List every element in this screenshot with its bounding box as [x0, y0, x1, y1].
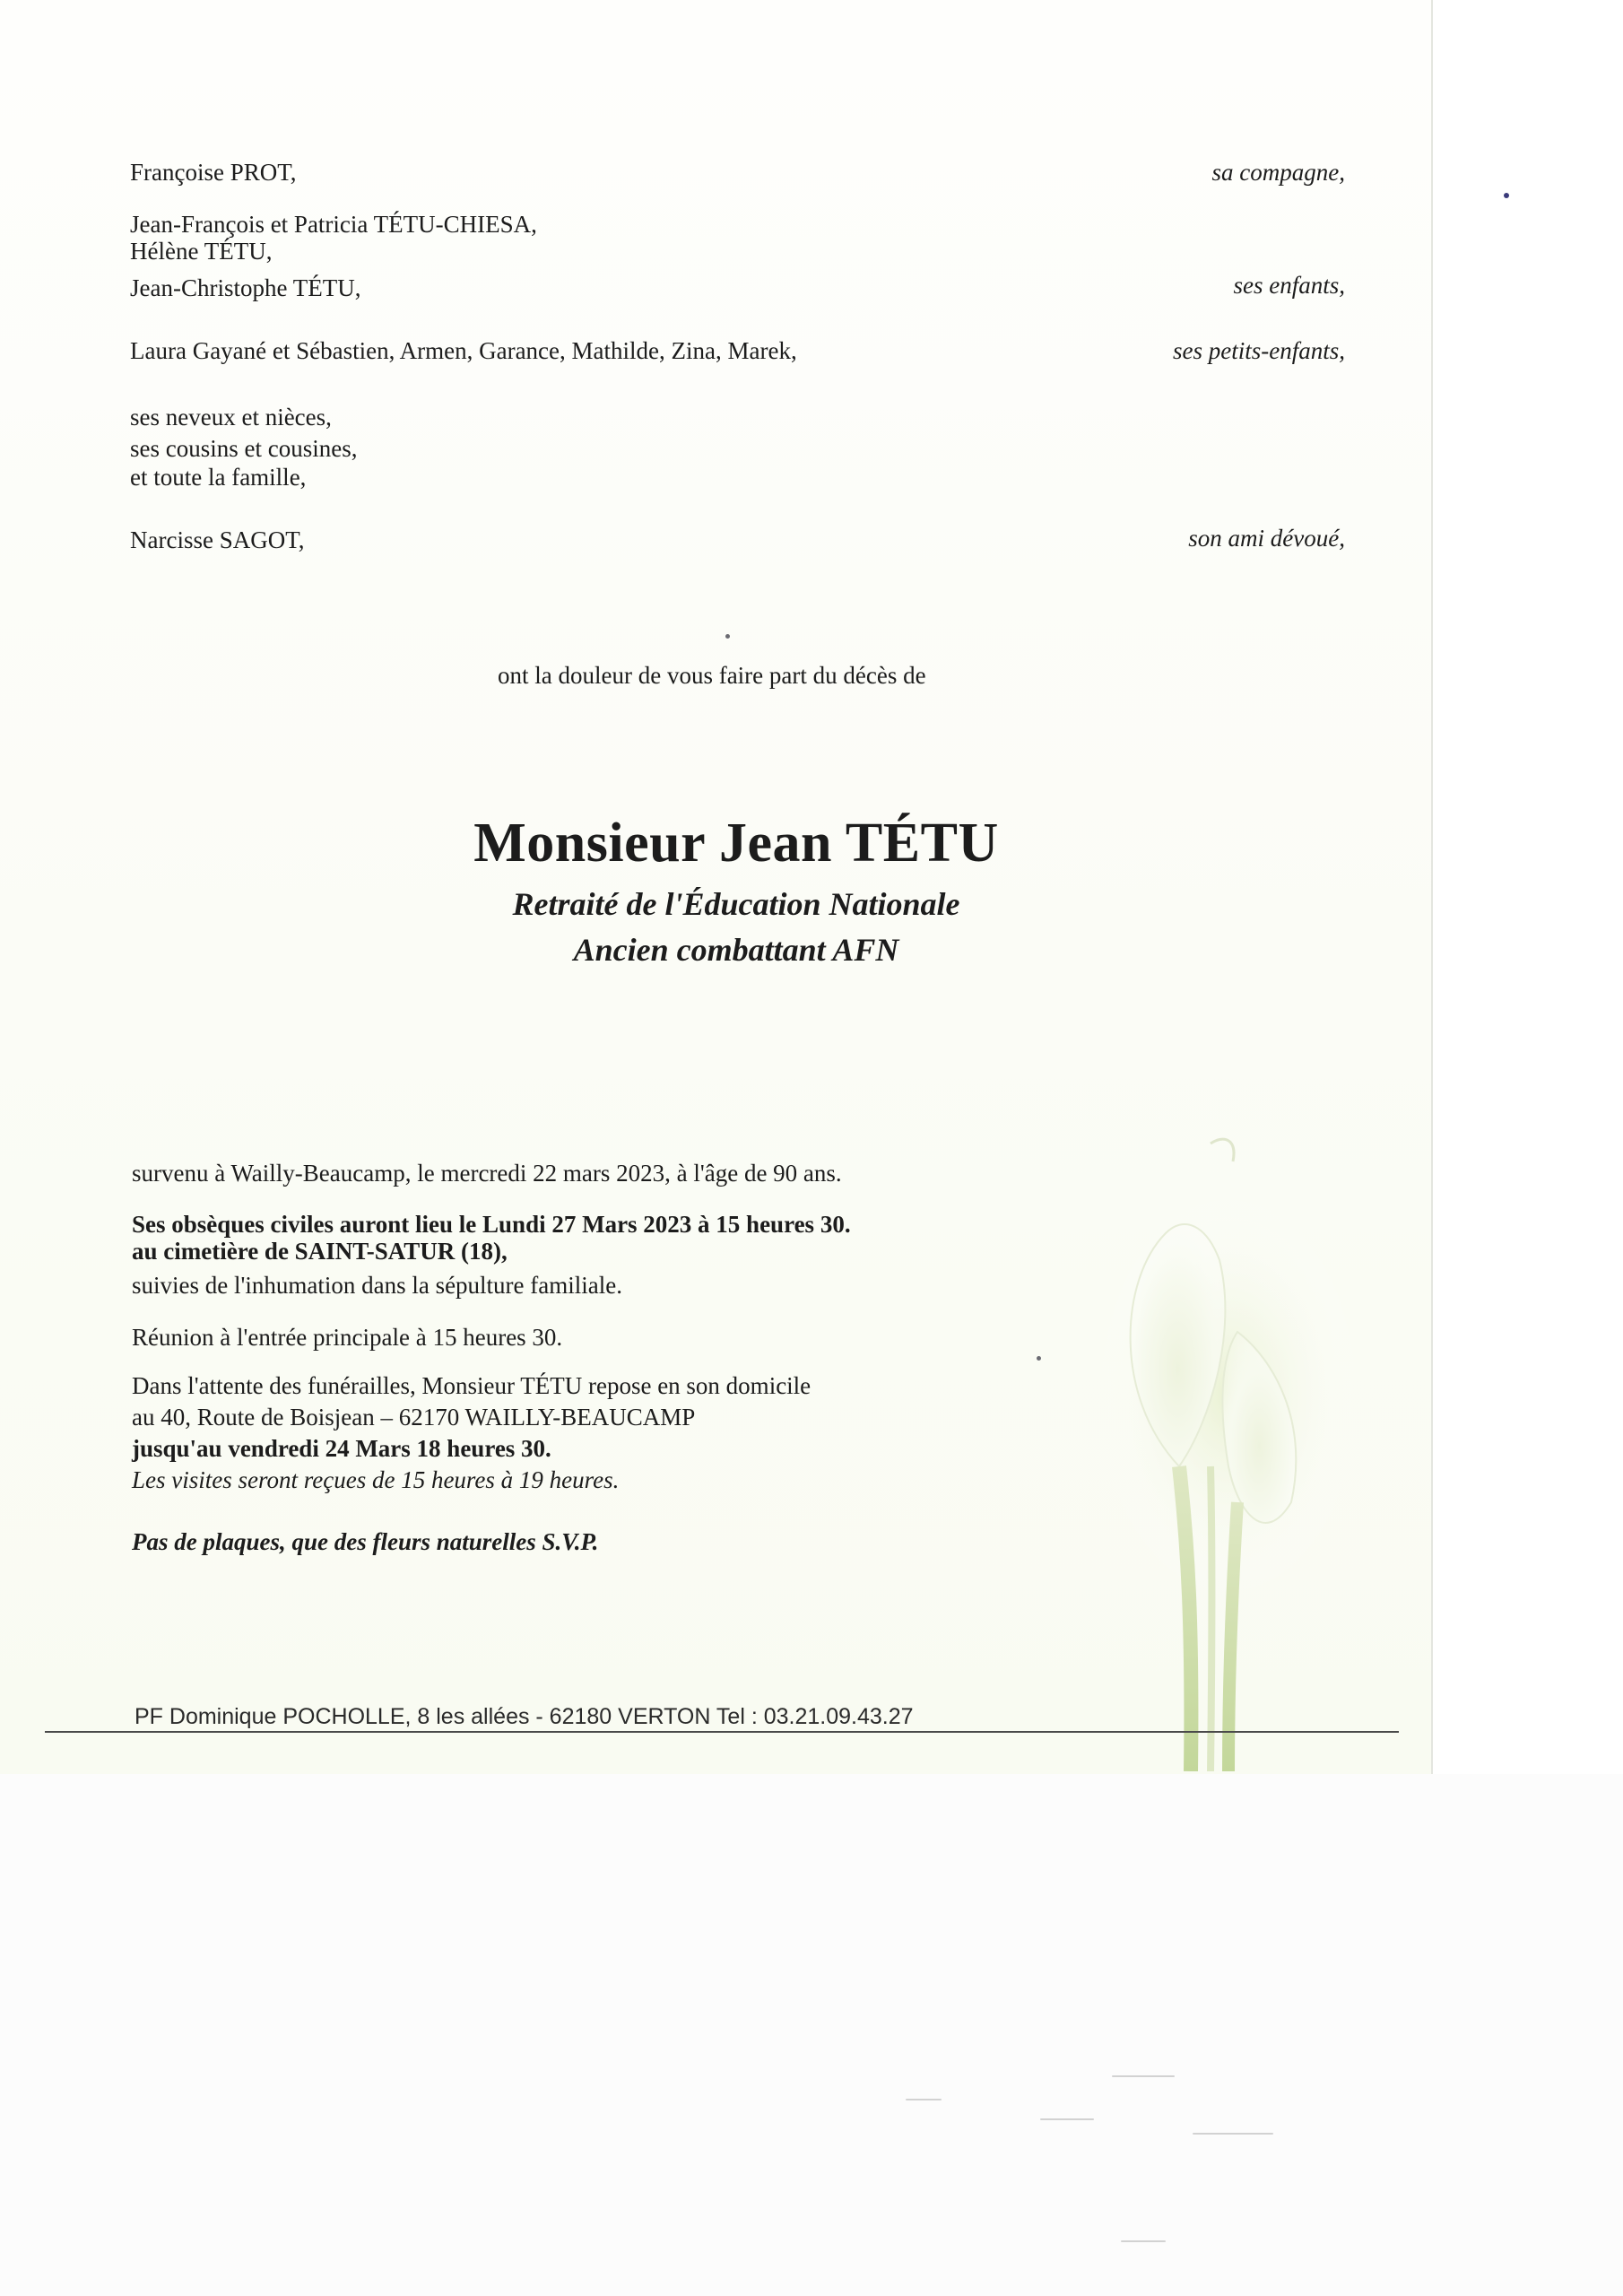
family-name: et toute la famille,: [130, 464, 307, 491]
death-details: survenu à Wailly-Beaucamp, le mercredi 22 mars 2023, à l'âge de 90 ans.: [132, 1160, 842, 1187]
family-relation: ses petits-enfants,: [1173, 337, 1345, 364]
family-name: Jean-François et Patricia TÉTU-CHIESA,: [130, 211, 537, 238]
rest-details: Dans l'attente des funérailles, Monsieur TÉTU repose en son domicile: [132, 1372, 812, 1399]
family-name: Hélène TÉTU,: [130, 238, 273, 265]
flowers-note: Pas de plaques, que des fleurs naturelles S.V.P.: [132, 1528, 599, 1555]
deceased-name: Monsieur Jean TÉTU: [473, 813, 999, 874]
family-relation: ses enfants,: [1233, 272, 1345, 299]
family-name: ses neveux et nièces,: [130, 404, 332, 430]
family-relation: sa compagne,: [1211, 159, 1345, 186]
scan-speck: [1037, 1356, 1041, 1361]
scan-speck: [1121, 2240, 1166, 2242]
family-relation: son ami dévoué,: [1188, 525, 1345, 552]
rest-details: au 40, Route de Boisjean – 62170 WAILLY-BEAUCAMP: [132, 1404, 696, 1431]
sheet-edge: [1431, 0, 1433, 1774]
deceased-title: Ancien combattant AFN: [573, 932, 899, 968]
family-name: Françoise PROT,: [130, 159, 297, 186]
visits-details: Les visites seront reçues de 15 heures à 19 heures.: [132, 1466, 620, 1493]
scanner-background: [0, 1774, 1623, 2296]
family-name: ses cousins et cousines,: [130, 435, 358, 462]
funeral-home-footer: PF Dominique POCHOLLE, 8 les allées - 62180 VERTON Tel : 03.21.09.43.27: [135, 1704, 914, 1729]
scan-speck: [1112, 2075, 1175, 2077]
scan-speck: [1040, 2118, 1094, 2120]
rest-details: jusqu'au vendredi 24 Mars 18 heures 30.: [132, 1435, 551, 1462]
family-name: Narcisse SAGOT,: [130, 526, 305, 553]
scan-speck: [1193, 2133, 1273, 2135]
funeral-details: suivies de l'inhumation dans la sépulture familiale.: [132, 1272, 622, 1299]
footer-divider: [45, 1731, 1399, 1733]
calla-lily-image: [1103, 1126, 1399, 1771]
funeral-details: Ses obsèques civiles auront lieu le Lundi 27 Mars 2023 à 15 heures 30.: [132, 1211, 851, 1238]
family-name: Laura Gayané et Sébastien, Armen, Garance, Mathilde, Zina, Marek,: [130, 337, 797, 364]
deceased-title: Retraité de l'Éducation Nationale: [512, 886, 960, 922]
funeral-details: au cimetière de SAINT-SATUR (18),: [132, 1238, 508, 1265]
scan-speck: [725, 634, 730, 639]
scan-speck: [1504, 193, 1509, 198]
meeting-details: Réunion à l'entrée principale à 15 heures 30.: [132, 1324, 563, 1351]
scan-speck: [906, 2099, 942, 2100]
announcement-text: ont la douleur de vous faire part du décès de: [498, 662, 926, 689]
family-name: Jean-Christophe TÉTU,: [130, 274, 361, 301]
